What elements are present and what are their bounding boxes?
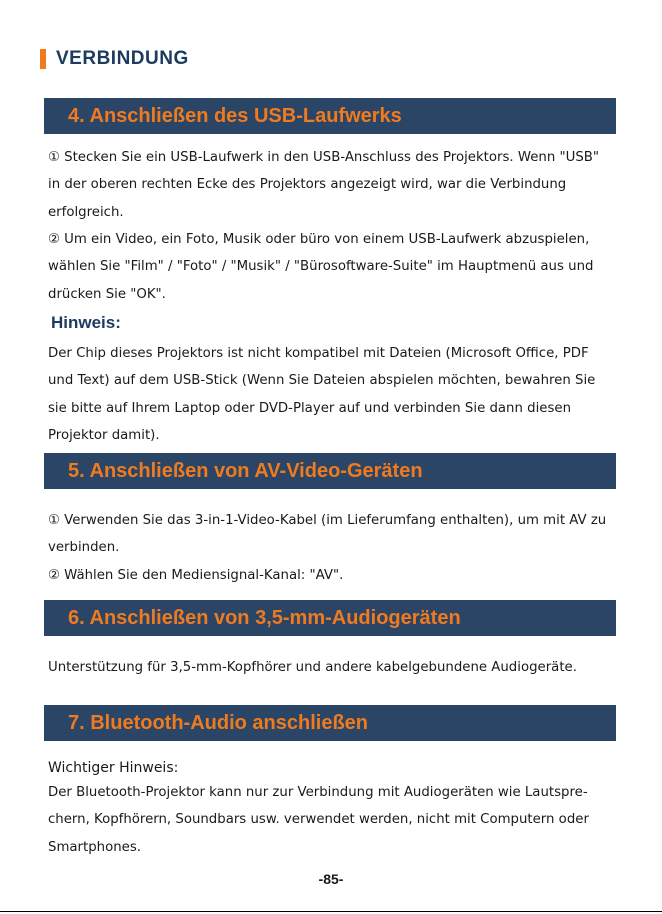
note-text (48, 340, 620, 449)
section-7-banner (44, 705, 616, 741)
text-line: ② Wählen Sie den Mediensignal-Kanal: "AV". (48, 567, 344, 583)
section-4-step-1 (48, 144, 620, 226)
page-title-row (40, 49, 189, 69)
section-4-step-2 (48, 226, 620, 308)
text-line: drücken Sie "OK". (48, 286, 166, 302)
text-line: ① Stecken Sie ein USB-Laufwerk in den USB-Anschluss des Projektors. Wenn "USB" (48, 150, 600, 165)
text-line: in der oberen rechten Ecke des Projektors angezeigt wird, war die Verbindung (48, 177, 567, 193)
text-line: Der Bluetooth-Projektor kann nur zur Verbindung mit Audiogeräten wie Lautspre- (48, 785, 588, 800)
bottom-divider (0, 911, 662, 912)
note-heading: Hinweis: (51, 313, 121, 332)
text-line: erfolgreich. (48, 204, 124, 220)
important-note-heading: Wichtiger Hinweis: (48, 760, 179, 776)
text-line: und Text) auf dem USB-Stick (Wenn Sie Dateien abspielen möchten, bewahren Sie (48, 373, 596, 389)
text-line: Projektor damit). (48, 427, 160, 443)
section-5-title: 5. Anschließen von AV-Video-Geräten (68, 459, 423, 482)
section-5-banner (44, 453, 616, 489)
text-line: Unterstützung für 3,5-mm-Kopfhörer und andere kabelgebundene Audiogeräte. (48, 660, 577, 675)
text-line: Smartphones. (48, 839, 141, 855)
text-line: chern, Kopfhörern, Soundbars usw. verwendet werden, nicht mit Computern oder (48, 812, 589, 828)
section-6-text (48, 654, 620, 681)
section-6-banner (44, 600, 616, 636)
section-7-text (48, 779, 620, 861)
text-line: sie bitte auf Ihrem Laptop oder DVD-Player auf und verbinden Sie dann diesen (48, 400, 571, 416)
title-accent-bar (40, 49, 46, 69)
section-4-title: 4. Anschließen des USB-Laufwerks (68, 104, 402, 127)
text-line: ② Um ein Video, ein Foto, Musik oder büro von einem USB-Laufwerk abzuspielen, (48, 232, 590, 247)
section-5-text (48, 507, 620, 589)
page-number: -85- (318, 871, 344, 887)
text-line: verbinden. (48, 540, 120, 556)
text-line: wählen Sie "Film" / "Foto" / "Musik" / "Bürosoftware-Suite" im Hauptmenü aus und (48, 259, 594, 275)
text-line: Der Chip dieses Projektors ist nicht kompatibel mit Dateien (Microsoft Office, PDF (48, 346, 589, 361)
section-6-title: 6. Anschließen von 3,5-mm-Audiogeräten (68, 606, 461, 629)
section-7-title: 7. Bluetooth-Audio anschließen (68, 711, 369, 734)
page-title: VERBINDUNG (56, 48, 189, 69)
section-4-banner (44, 98, 616, 134)
text-line: ① Verwenden Sie das 3-in-1-Video-Kabel (im Lieferumfang enthalten), um mit AV zu (48, 513, 607, 528)
